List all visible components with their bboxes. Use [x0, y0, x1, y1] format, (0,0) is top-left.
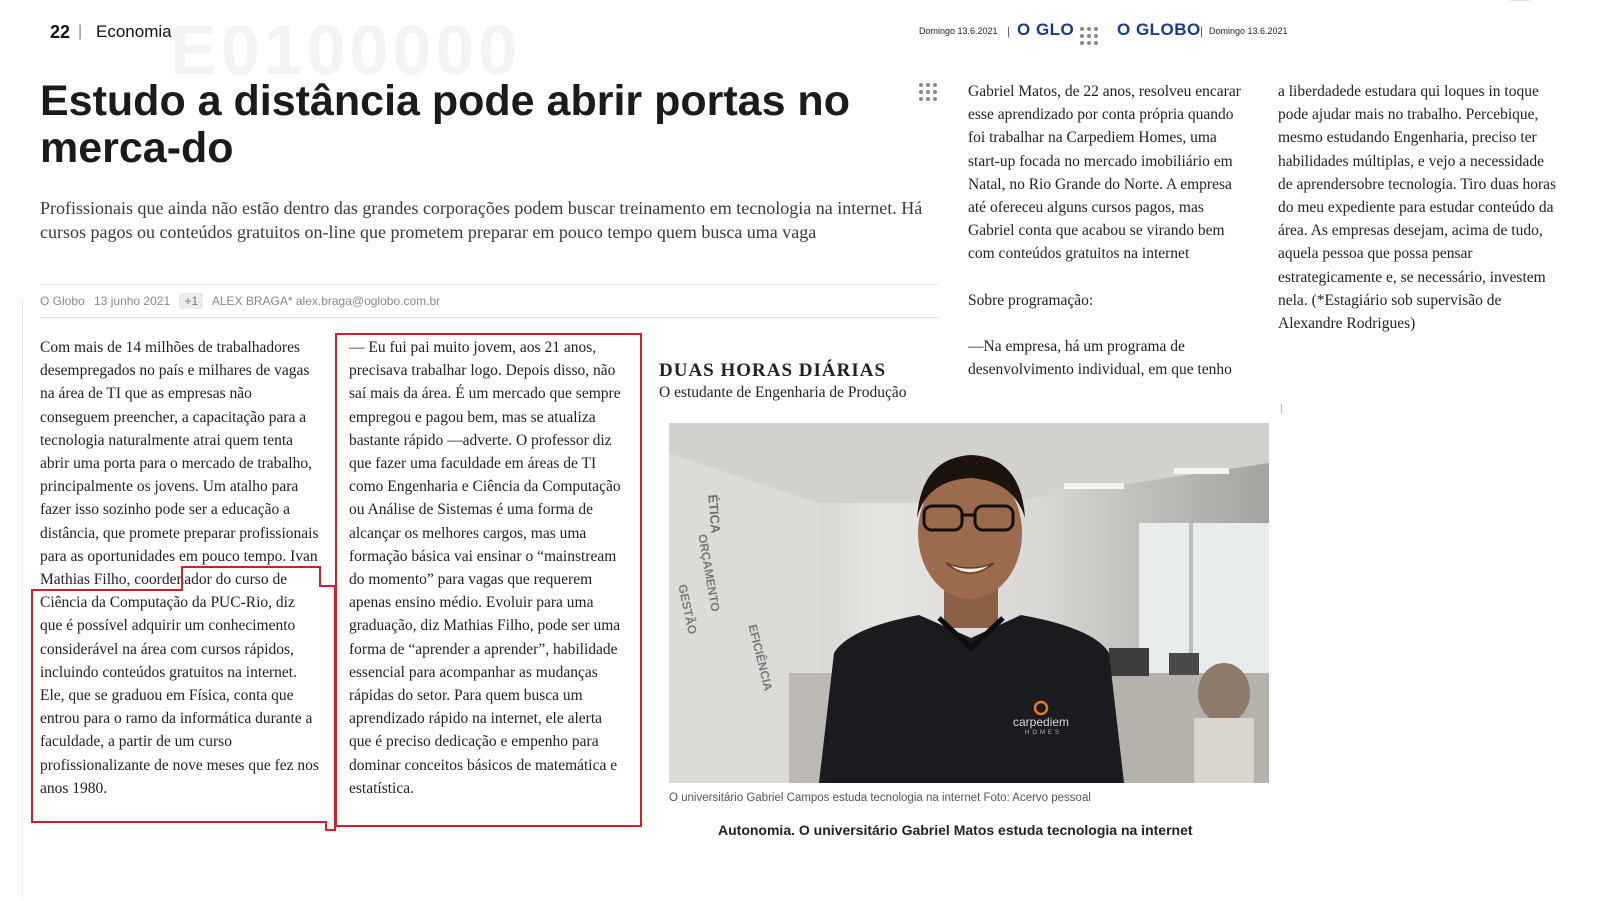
column-4-text: a liberdadede estudara qui loques in toque pode ajudar mais no trabalho. Percebique, mesmo estudando Engenharia, preciso ter habilidades múltiplas, e vejo a necessidade de aprendersobre tecnologia. Tiro duas horas do meu expediente para estudar conteúdo da área. As empresas desejam, acima de tudo, aquela pessoa que possa pensar estrategicamente e, se necessário, investem nela. (*Estagiário sob supervisão de Alexandre Rodrigues): [1278, 83, 1557, 333]
byline-source: O Globo: [40, 294, 85, 308]
masthead-pipe: |: [1007, 24, 1011, 38]
highlight-outline-column-1: [30, 560, 340, 835]
shirt-brand-text: carpediem: [1013, 715, 1070, 729]
column-3-paragraph: Sobre programação:: [968, 291, 1094, 309]
divider: [40, 317, 938, 318]
margin-rule: [22, 300, 23, 400]
column-1-lead-text: Com mais de 14 milhões de trabalhadores desempregados no país e milhares de vagas na área de TI que as empresas não conseguem preencher, a capacitação para a tecnologia naturalmente atrai quem tenta abrir uma porta para o mercado de trabalho, principalmente os jovens. Um atalho para fazer isso sozinho pode ser a educação a distância, que promete preparar profissionais para as oportunidades em pouco tempo.: [40, 339, 319, 565]
plus-one-badge[interactable]: +1: [179, 293, 203, 309]
masthead-brand-right: O GLOBO: [1117, 20, 1201, 39]
print-caption: Autonomia. O universitário Gabriel Matos estuda tecnologia na internet: [718, 822, 1193, 838]
headline: Estudo a distância pode abrir portas no merca-do: [40, 77, 850, 172]
wall-word: ORÇAMENTO: [695, 533, 723, 613]
masthead-date-right: Domingo 13.6.2021: [1209, 26, 1288, 36]
subhead-line: O estudante de Engenharia de Produção: [659, 384, 907, 401]
wall-word: GESTÃO: [675, 583, 700, 636]
masthead-pipe: |: [1200, 24, 1204, 38]
column-1-highlighted-text: Ivan Mathias Filho, coordenador do curso de Ciência da Computação da PUC-Rio, diz que é possível adquirir um conhecimento considerável na área com cursos rápidos, incluindo conteúdos gratuitos na internet. Ele, que se graduou em Física, conta que entrou para o ramo da informática durante a faculdade, a partir de um curso profissionalizante de nove meses que fez nos anos 1980.: [40, 547, 319, 797]
masthead-date-left: Domingo 13.6.2021: [919, 26, 998, 36]
page-number: 22: [50, 22, 71, 42]
shirt-brand-subtext: HOMES: [1025, 730, 1063, 736]
divider: [40, 284, 938, 285]
column-3-paragraph: Gabriel Matos, de 22 anos, resolveu encarar esse aprendizado por conta própria quando foi trabalhar na Carpediem Homes, uma start-up focada no mercado imobiliário em Natal, no Rio Grande do Norte. A empresa até ofereceu alguns cursos pagos, mas Gabriel conta que acabou se virando bem com conteúdos gratuitos na internet: [968, 83, 1241, 263]
wall-word: EFICIÊNCIA: [745, 623, 776, 693]
cursor-mark: [1281, 404, 1282, 414]
byline-date: 13 junho 2021: [94, 294, 171, 308]
section-label: Economia: [96, 22, 172, 41]
byline: [40, 293, 440, 309]
byline-author[interactable]: ALEX BRAGA* alex.braga@oglobo.com.br: [211, 294, 441, 308]
wall-words: ÉTICA: [705, 493, 724, 534]
top-rule: [1510, 0, 1530, 1]
photo-caption: O universitário Gabriel Campos estuda tecnologia na internet Foto: Acervo pessoal: [669, 792, 1091, 804]
column-3-paragraph: —Na empresa, há um programa de desenvolvimento individual, em que tenho: [968, 337, 1232, 379]
ghost-watermark-text: E0100000: [170, 11, 522, 89]
column-3: [968, 80, 1250, 381]
margin-rule: [22, 400, 23, 900]
header-separator: |: [78, 23, 83, 40]
article-photo[interactable]: [669, 423, 1269, 783]
article-lede: Profissionais que ainda não estão dentro das grandes corporações podem buscar treinamento em tecnologia na internet. Há cursos pagos ou conteúdos gratuitos on-line que prometem preparar em pouco tempo quem busca uma vaga: [40, 198, 923, 242]
masthead-brand-left: O GLO: [1017, 20, 1075, 39]
grid-menu-icon[interactable]: [1080, 27, 1098, 45]
drag-handle-icon[interactable]: [919, 83, 937, 101]
subhead: DUAS HORAS DIÁRIAS: [659, 360, 887, 381]
photo-illustration: [669, 423, 1269, 783]
column-2-text: — Eu fui pai muito jovem, aos 21 anos, precisava trabalhar logo. Depois disso, não saí mais da área. É um mercado que sempre empregou e pagou bem, mas se atualiza bastante rápido —adverte. O professor diz que fazer uma faculdade em áreas de TI como Engenharia e Ciência da Computação ou Análise de Sistemas é uma forma de alcançar os melhores cargos, mas uma formação básica vai ensinar o “mainstream do momento” para vagas que requerem apenas ensino médio. Evoluir para uma graduação, diz Mathias Filho, pode ser uma forma de “aprender a aprender”, habilidade essencial para acompanhar as mudanças rápidas do setor. Para quem busca um aprendizado rápido na internet, ele alerta que é preciso dedicação e empenho para dominar conceitos básicos de matemática e estatística.: [349, 339, 621, 797]
